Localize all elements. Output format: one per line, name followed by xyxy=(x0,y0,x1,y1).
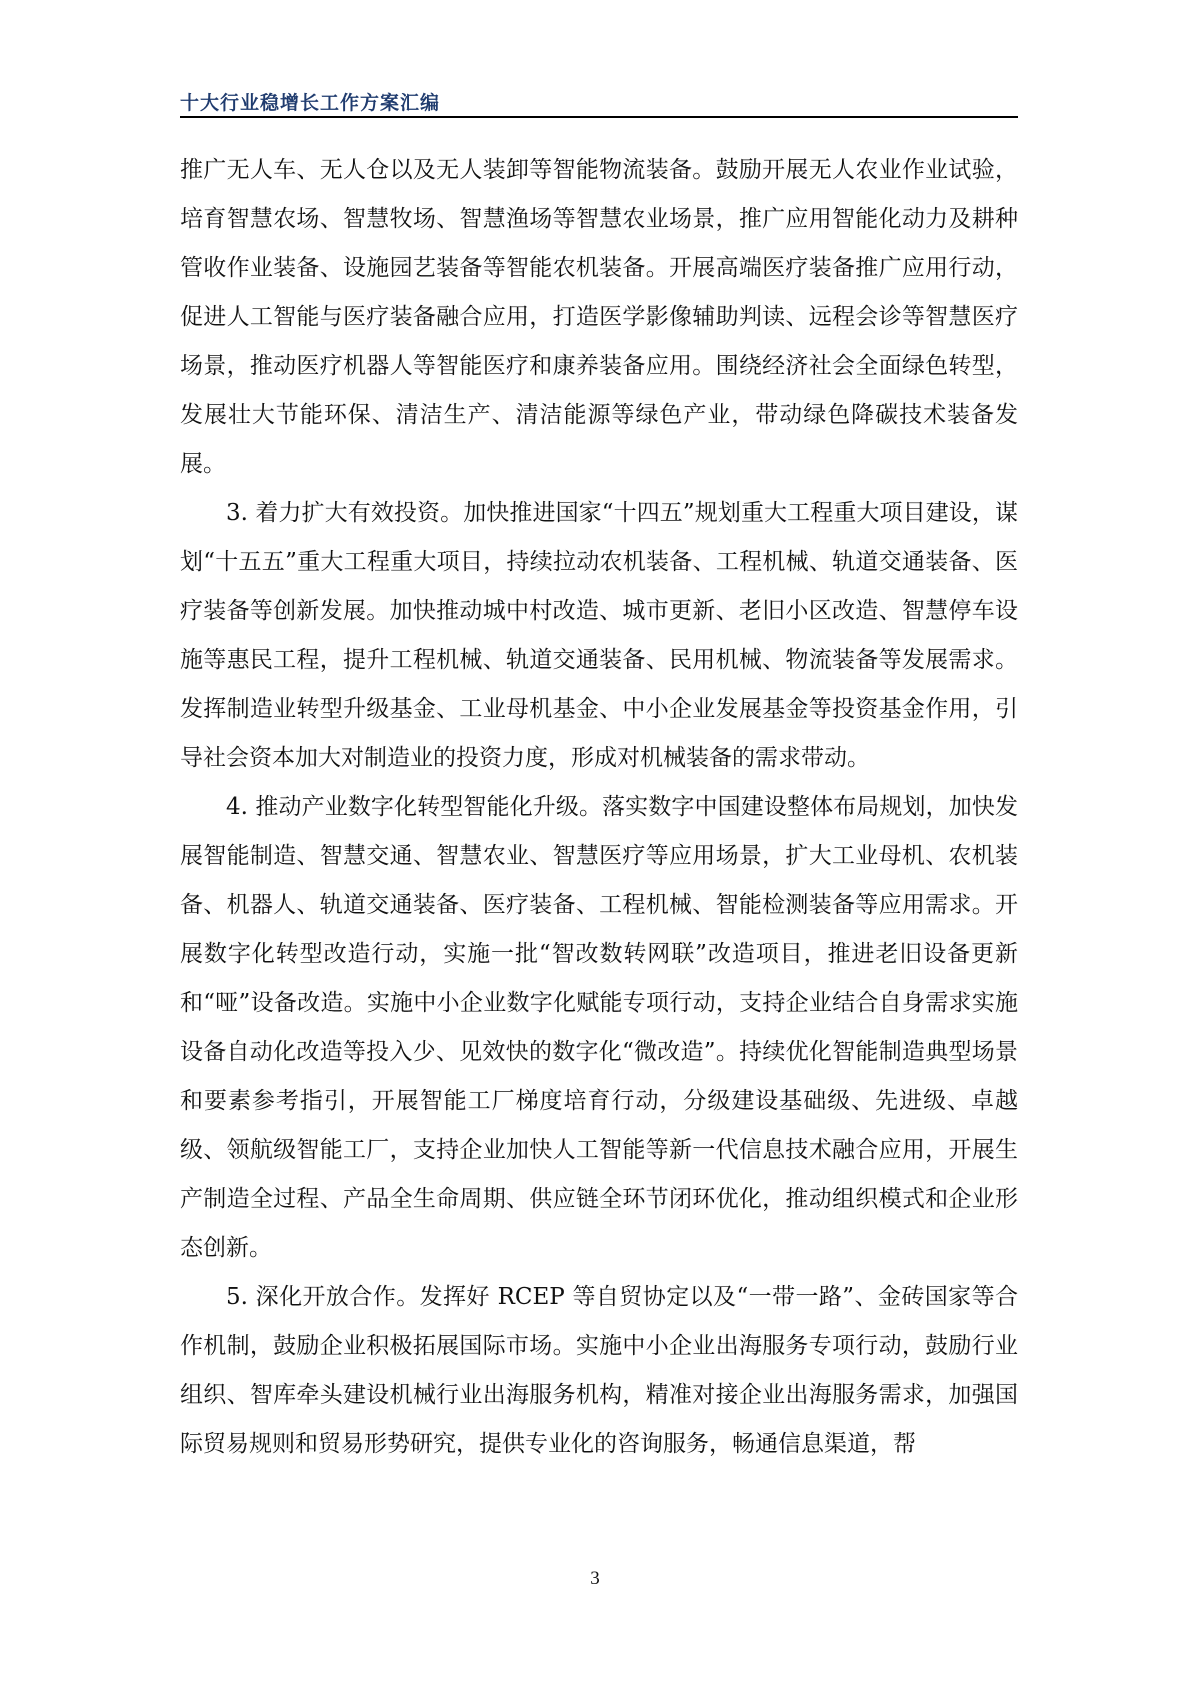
page-number: 3 xyxy=(590,1568,600,1589)
page-header xyxy=(180,88,1018,118)
body-content xyxy=(180,146,1018,1469)
paragraph-item-4: 4. 推动产业数字化转型智能化升级。落实数字中国建设整体布局规划，加快发展智能制造、智慧交通、智慧农业、智慧医疗等应用场景，扩大工业母机、农机装备、机器人、轨道交通装备、医疗装备、工程机械、智能检测装备等应用需求。开展数字化转型改造行动，实施一批“智改数转网联”改造项目，推进老旧设备更新和“哑”设备改造。实施中小企业数字化赋能专项行动，支持企业结合自身需求实施设备自动化改造等投入少、见效快的数字化“微改造”。持续优化智能制造典型场景和要素参考指引，开展智能工厂梯度培育行动，分级建设基础级、先进级、卓越级、领航级智能工厂，支持企业加快人工智能等新一代信息技术融合应用，开展生产制造全过程、产品全生命周期、供应链全环节闭环优化，推动组织模式和企业形态创新。 xyxy=(180,794,1018,1261)
paragraph-continued: 推广无人车、无人仓以及无人装卸等智能物流装备。鼓励开展无人农业作业试验，培育智慧农场、智慧牧场、智慧渔场等智慧农业场景，推广应用智能化动力及耕种管收作业装备、设施园艺装备等智能农机装备。开展高端医疗装备推广应用行动，促进人工智能与医疗装备融合应用，打造医学影像辅助判读、远程会诊等智慧医疗场景，推动医疗机器人等智能医疗和康养装备应用。围绕经济社会全面绿色转型，发展壮大节能环保、清洁生产、清洁能源等绿色产业，带动绿色降碳技术装备发展。 xyxy=(180,157,1018,477)
paragraph-item-3: 3. 着力扩大有效投资。加快推进国家“十四五”规划重大工程重大项目建设，谋划“十五五”重大工程重大项目，持续拉动农机装备、工程机械、轨道交通装备、医疗装备等创新发展。加快推动城中村改造、城市更新、老旧小区改造、智慧停车设施等惠民工程，提升工程机械、轨道交通装备、民用机械、物流装备等发展需求。发挥制造业转型升级基金、工业母机基金、中小企业发展基金等投资基金作用，引导社会资本加大对制造业的投资力度，形成对机械装备的需求带动。 xyxy=(180,500,1018,771)
header-divider xyxy=(180,116,1018,118)
document-title: 十大行业稳增长工作方案汇编 xyxy=(180,92,441,114)
paragraph-item-5: 5. 深化开放合作。发挥好 RCEP 等自贸协定以及“一带一路”、金砖国家等合作机制，鼓励企业积极拓展国际市场。实施中小企业出海服务专项行动，鼓励行业组织、智库牵头建设机械行业出海服务机构，精准对接企业出海服务需求，加强国际贸易规则和贸易形势研究，提供专业化的咨询服务，畅通信息渠道，帮 xyxy=(180,1284,1018,1457)
